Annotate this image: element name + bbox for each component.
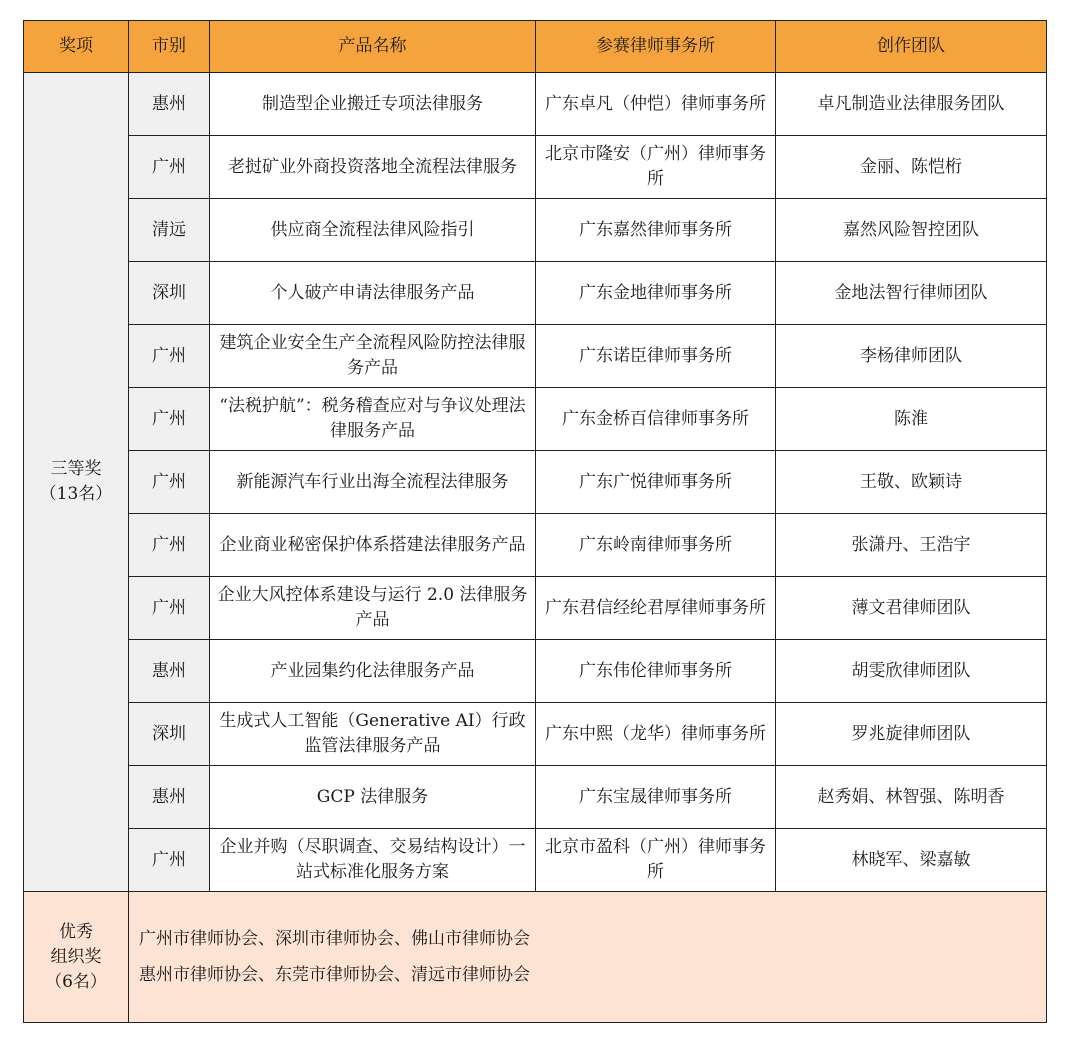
table-header [24,21,1047,73]
product-cell: 企业大风控体系建设与运行 2.0 法律服务产品 [210,577,536,640]
firm-cell: 广东金桥百信律师事务所 [536,388,776,451]
table-row [24,640,1047,703]
org-prize-label [24,892,129,1023]
firm-cell: 广东岭南律师事务所 [536,514,776,577]
product-cell: 制造型企业搬迁专项法律服务 [210,73,536,136]
org-prize-line-2: 惠州市律师协会、东莞市律师协会、清远市律师协会 [139,965,530,985]
firm-cell: 广东卓凡（仲恺）律师事务所 [536,73,776,136]
team-cell: 罗兆旋律师团队 [776,703,1047,766]
city-cell: 清远 [129,199,210,262]
table-row [24,199,1047,262]
table-row [24,388,1047,451]
team-cell: 薄文君律师团队 [776,577,1047,640]
third-prize-count: （13名） [39,484,113,504]
city-cell: 广州 [129,829,210,892]
city-cell: 惠州 [129,640,210,703]
city-cell: 惠州 [129,766,210,829]
team-cell: 胡雯欣律师团队 [776,640,1047,703]
city-cell: 深圳 [129,262,210,325]
firm-cell: 广东诺臣律师事务所 [536,325,776,388]
product-cell: 企业商业秘密保护体系搭建法律服务产品 [210,514,536,577]
product-cell: 企业并购（尽职调查、交易结构设计）一站式标准化服务方案 [210,829,536,892]
team-cell: 金丽、陈恺桁 [776,136,1047,199]
header-team: 创作团队 [776,21,1047,73]
product-cell: 个人破产申请法律服务产品 [210,262,536,325]
team-cell: 王敬、欧颖诗 [776,451,1047,514]
firm-cell: 广东嘉然律师事务所 [536,199,776,262]
firm-cell: 北京市隆安（广州）律师事务所 [536,136,776,199]
award-table [23,20,1047,1023]
table-row [24,766,1047,829]
table-row [24,829,1047,892]
org-prize-title-2: 组织奖 [50,946,102,967]
table-row [24,325,1047,388]
city-cell: 广州 [129,136,210,199]
city-cell: 深圳 [129,703,210,766]
firm-cell: 广东伟伦律师事务所 [536,640,776,703]
table-row [24,73,1047,136]
product-cell: GCP 法律服务 [210,766,536,829]
firm-cell: 广东广悦律师事务所 [536,451,776,514]
org-prize-title-1: 优秀 [59,921,93,942]
table-row [24,892,1047,1023]
city-cell: 惠州 [129,73,210,136]
header-product: 产品名称 [210,21,536,73]
city-cell: 广州 [129,325,210,388]
team-cell: 张潇丹、王浩宇 [776,514,1047,577]
header-firm: 参赛律师事务所 [536,21,776,73]
product-cell: 产业园集约化法律服务产品 [210,640,536,703]
firm-cell: 广东中熙（龙华）律师事务所 [536,703,776,766]
firm-cell: 北京市盈科（广州）律师事务所 [536,829,776,892]
firm-cell: 广东金地律师事务所 [536,262,776,325]
team-cell: 嘉然风险智控团队 [776,199,1047,262]
team-cell: 金地法智行律师团队 [776,262,1047,325]
city-cell: 广州 [129,451,210,514]
org-prize-count: （6名） [45,971,107,992]
product-cell: 生成式人工智能（Generative AI）行政监管法律服务产品 [210,703,536,766]
team-cell: 李杨律师团队 [776,325,1047,388]
third-prize-label [24,73,129,892]
firm-cell: 广东宝晟律师事务所 [536,766,776,829]
firm-cell: 广东君信经纶君厚律师事务所 [536,577,776,640]
product-cell: 老挝矿业外商投资落地全流程法律服务 [210,136,536,199]
table-row [24,514,1047,577]
table-row [24,262,1047,325]
table-row [24,451,1047,514]
product-cell: “法税护航”：税务稽查应对与争议处理法律服务产品 [210,388,536,451]
product-cell: 新能源汽车行业出海全流程法律服务 [210,451,536,514]
product-cell: 建筑企业安全生产全流程风险防控法律服务产品 [210,325,536,388]
third-prize-title: 三等奖 [50,459,102,479]
header-city: 市别 [129,21,210,73]
city-cell: 广州 [129,577,210,640]
org-prize-section [24,892,1047,1023]
table-row [24,577,1047,640]
team-cell: 卓凡制造业法律服务团队 [776,73,1047,136]
org-prize-line-1: 广州市律师协会、深圳市律师协会、佛山市律师协会 [139,929,530,949]
city-cell: 广州 [129,514,210,577]
third-prize-section [24,73,1047,892]
team-cell: 林晓军、梁嘉敏 [776,829,1047,892]
org-prize-list [129,892,1047,1023]
city-cell: 广州 [129,388,210,451]
team-cell: 赵秀娟、林智强、陈明香 [776,766,1047,829]
team-cell: 陈淮 [776,388,1047,451]
table-row [24,703,1047,766]
table-row [24,136,1047,199]
product-cell: 供应商全流程法律风险指引 [210,199,536,262]
header-award: 奖项 [24,21,129,73]
